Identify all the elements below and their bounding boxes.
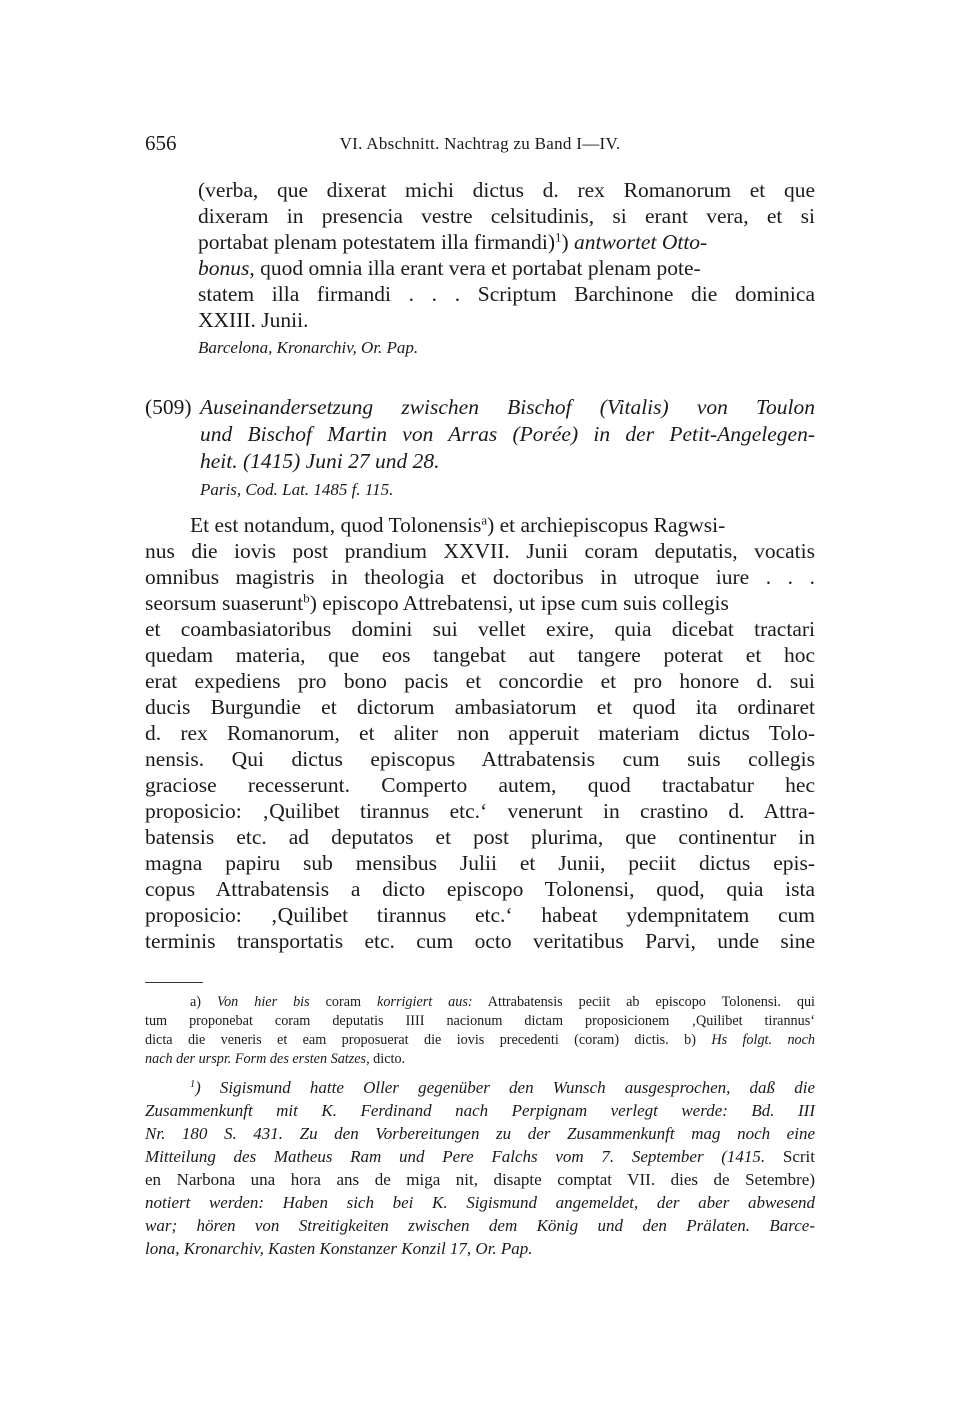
body-line: proposicio: ‚Quilibet tirannus etc.‘ venerunt in crastino d. Attra- [145,799,815,823]
body-line: proposicio: ‚Quilibet tirannus etc.‘ habeat ydempnitatem cum [145,903,815,927]
running-title: VI. Abschnitt. Nachtrag zu Band I—IV. [339,134,621,153]
footnote-1-line: Zusammenkunft mit K. Ferdinand nach Perpignam verlegt werde: Bd. III [145,1101,815,1120]
body-line: terminis transportatis etc. cum octo veritatibus Parvi, unde sine [145,929,815,953]
footnote-separator [145,982,203,983]
body-line: graciose recesserunt. Comperto autem, quod tractabatur hec [145,773,815,797]
footnote-a-line: tum proponebat coram deputatis IIII nacionum dictam proposicionem ‚Quilibet tirannus‘ [145,1013,815,1029]
note-ref-b: b [303,591,310,606]
body-line: copus Attrabatensis a dicto episcopo Tolonensi, quod, quia ista [145,877,815,901]
footnote-1: $^1$) Sigismund hatte Oller gegenüber den Wunsch ausgesprochen, daß die [190,1078,815,1097]
document-number: (509) [145,395,192,419]
page-number: 656 [145,131,177,155]
text-line: portabat plenam potestatem illa firmandi)$^1$) antwortet Otto- [198,230,708,254]
footnote-1-line: notiert werden: Haben sich bei K. Sigismund angemeldet, der aber abwesend [145,1193,815,1212]
body-line: seorsum suaserunt$^b$) episcopo Attrebatensi, ut ipse cum suis collegis [145,591,729,615]
body-line: et coambasiatoribus domini sui vellet exire, quia dicebat tractari [145,617,815,641]
body-line: batensis etc. ad deputatos et post plurima, que continentur in [145,825,815,849]
text-line: bonus, quod omnia illa erant vera et portabat plenam pote- [198,256,701,280]
source-citation: Paris, Cod. Lat. 1485 f. 115. [200,480,394,499]
footnote-a: a) Von hier bis coram korrigiert aus: Attrabatensis peciit ab episcopo Tolonensi. qui [190,994,815,1010]
footnote-1-line: lona, Kronarchiv, Kasten Konstanzer Konzil 17, Or. Pap. [145,1239,533,1258]
footnote-1-line: Nr. 180 S. 431. Zu den Vorbereitungen zu der Zusammenkunft mag noch eine [145,1124,815,1143]
body-line: nensis. Qui dictus episcopus Attrabatensis cum suis collegis [145,747,815,771]
body-line: Et est notandum, quod Tolonensis$^a$) et archiepiscopus Ragwsi- [190,513,726,537]
source-citation: Barcelona, Kronarchiv, Or. Pap. [198,338,419,357]
body-line: d. rex Romanorum, et aliter non apperuit materiam dictus Tolo- [145,721,815,745]
body-line: omnibus magistris in theologia et doctoribus in utroque iure . . . [145,565,815,589]
body-line: magna papiru sub mensibus Julii et Junii, peciit dictus epis- [145,851,815,875]
document-title: und Bischof Martin von Arras (Porée) in der Petit-Angelegen- [200,422,815,446]
body-line: erat expediens pro bono pacis et concordie et pro honore d. sui [145,669,815,693]
footnote-b-line: nach der urspr. Form des ersten Satzes, dicto. [145,1051,406,1067]
text-line: dixeram in presencia vestre celsitudinis, si erant vera, et si [198,204,815,228]
text-line: (verba, que dixerat michi dictus d. rex Romanorum et que [198,178,815,202]
document-title: Auseinandersetzung zwischen Bischof (Vitalis) von Toulon [200,395,815,419]
footnote-ref: 1 [555,230,562,245]
body-line: quedam materia, que eos tangebat aut tangere poterat et hoc [145,643,815,667]
note-ref-a: a [481,513,488,528]
footnote-1-line: Mitteilung des Matheus Ram und Pere Falchs vom 7. September (1415. Scrit [145,1147,815,1166]
document-title: heit. (1415) Juni 27 und 28. [200,449,440,473]
text-line: statem illa firmandi . . . Scriptum Barchinone die dominica [198,282,815,306]
footnote-1-line: war; hören von Streitigkeiten zwischen dem König und den Prälaten. Barce- [145,1216,815,1235]
footnote-1-line: en Narbona una hora ans de miga nit, disapte comptat VII. dies de Setembre) [145,1170,815,1189]
footnote-a-b-line: dicta die veneris et eam proposuerat die iovis precedenti (coram) dictis. b) Hs folgt. noch [145,1032,816,1048]
body-line: ducis Burgundie et dictorum ambasiatorum et quod ita ordinaret [145,695,815,719]
body-line: nus die iovis post prandium XXVII. Junii coram deputatis, vocatis [145,539,815,563]
text-line: XXIII. Junii. [198,308,309,332]
